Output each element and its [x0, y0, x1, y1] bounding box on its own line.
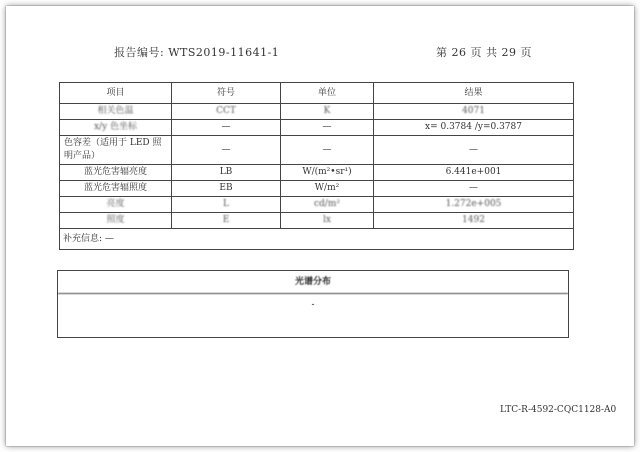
cell-item: 照度	[60, 213, 172, 229]
cell-result: x= 0.3784 /y=0.3787	[374, 120, 574, 136]
cell-result: —	[374, 181, 574, 197]
cell-unit: —	[281, 136, 374, 165]
table-note-row	[60, 229, 574, 250]
cell-item: 蓝光危害辐照度	[60, 181, 172, 197]
cell-unit: W/(m²•sr¹)	[281, 165, 374, 181]
page-info: 第 26 页 共 29 页	[436, 46, 532, 59]
table-row	[60, 120, 574, 136]
column-header-unit: 单位	[281, 83, 374, 104]
cell-symbol: LB	[172, 165, 281, 181]
table-header-row	[60, 83, 574, 104]
document-code: LTC-R-4592-CQC1128-A0	[500, 405, 617, 415]
cell-result: 6.441e+001	[374, 165, 574, 181]
cell-symbol: E	[172, 213, 281, 229]
cell-unit: lx	[281, 213, 374, 229]
table-row	[60, 213, 574, 229]
column-header-result: 结果	[374, 83, 574, 104]
cell-unit: W/m²	[281, 181, 374, 197]
cell-item: 相关色温	[60, 104, 172, 120]
cell-symbol: CCT	[172, 104, 281, 120]
spectral-distribution-title: 光谱分布	[58, 271, 568, 294]
cell-unit: K	[281, 104, 374, 120]
table-row	[60, 165, 574, 181]
spectral-distribution-box	[57, 270, 569, 338]
table-row	[60, 136, 574, 165]
cell-symbol: EB	[172, 181, 281, 197]
results-table	[59, 82, 574, 250]
table-row	[60, 104, 574, 120]
cell-result: 1.272e+005	[374, 197, 574, 213]
report-number: 报告编号: WTS2019-11641-1	[114, 46, 280, 59]
table-row	[60, 181, 574, 197]
cell-symbol: —	[172, 120, 281, 136]
table-row	[60, 197, 574, 213]
cell-result: 4071	[374, 104, 574, 120]
cell-item: 亮度	[60, 197, 172, 213]
column-header-item: 项目	[60, 83, 172, 104]
cell-result: —	[374, 136, 574, 165]
cell-item: 蓝光危害辐亮度	[60, 165, 172, 181]
cell-item: 色容差（适用于 LED 照明产品）	[60, 136, 172, 165]
cell-symbol: L	[172, 197, 281, 213]
cell-result: 1492	[374, 213, 574, 229]
column-header-symbol: 符号	[172, 83, 281, 104]
cell-item: x/y 色坐标	[60, 120, 172, 136]
cell-unit: cd/m²	[281, 197, 374, 213]
spectral-distribution-value: -	[311, 300, 315, 310]
supplementary-info: 补充信息: —	[60, 229, 574, 250]
cell-unit: —	[281, 120, 374, 136]
cell-symbol: —	[172, 136, 281, 165]
